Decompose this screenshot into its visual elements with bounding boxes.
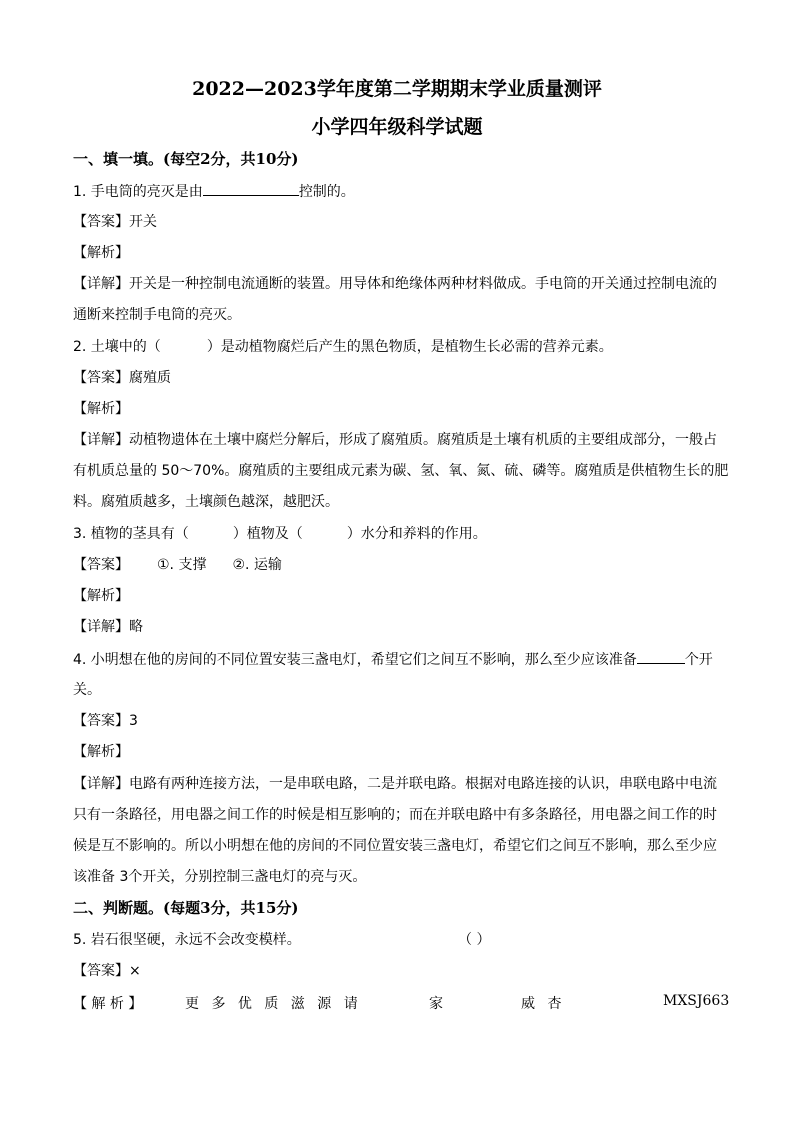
answer-3-a: ①. 支撑 [157,557,207,573]
footer-char-1: 家 [429,996,443,1012]
question-3-text-end: ）水分和养料的作用。 [346,526,487,542]
footer-char-2: 威 杏 [521,996,566,1012]
detail-3: 【详解】略 [73,619,143,635]
question-4 [73,649,713,670]
page-title: 2022—2023学年度第二学期期末学业质量测评 [192,78,602,100]
analysis-4: 【解析】 [73,744,129,760]
question-5: 5. 岩石很坚硬，永远不会改变模样。 [73,932,301,948]
answer-paren: （ ） [458,932,491,948]
detail-2-line-1: 【详解】动植物遗体在土壤中腐烂分解后，形成了腐殖质。腐殖质是土壤有机质的主要组成部分，一般占 [73,432,717,448]
page-subtitle: 小学四年级科学试题 [311,116,483,138]
section-heading-fill: 一、填一填。(每空2分，共10分) [73,150,299,168]
question-1-text: 1. 手电筒的亮灭是由 [73,184,203,200]
question-3 [73,524,487,544]
answer-blank [203,181,299,196]
answer-2: 【答案】腐殖质 [73,370,171,386]
question-4-text-end: 个开 [684,652,713,668]
question-2-text: 2. 土壤中的（ [73,339,161,355]
section-heading-judge: 二、判断题。(每题3分，共15分) [73,899,299,917]
answer-3-b: ②. 运输 [232,557,282,573]
question-4-line-2: 关。 [73,682,101,698]
answer-3 [73,555,282,575]
detail-4-line-3: 候是互不影响的。所以小明想在他的房间的不同位置安装三盏电灯，希望它们之间互不影响，那么至少应 [73,838,717,854]
detail-1-line-1: 【详解】开关是一种控制电流通断的装置。用导体和绝缘体两种材料做成。手电筒的开关通过控制电流的 [73,276,717,292]
footer-text: 更 多 优 质 滋 源 请 [185,996,362,1012]
answer-1: 【答案】开关 [73,214,157,230]
answer-5: 【答案】× [73,963,141,979]
analysis-1: 【解析】 [73,245,129,261]
analysis-2: 【解析】 [73,401,129,417]
detail-4-line-2: 只有一条路径，用电器之间工作的时候是相互影响的；而在并联电路中有多条路径，用电器之间工作的时 [73,807,717,823]
question-2 [73,337,613,357]
answer-blank [637,649,685,664]
footer-row [73,993,730,1013]
detail-4-line-4: 该准备 3个开关，分别控制三盏电灯的亮与灭。 [73,869,367,885]
detail-1-line-2: 通断来控制手电筒的亮灭。 [73,307,241,323]
footer-code: MXSJ663 [663,993,730,1009]
detail-2-line-3: 料。腐殖质越多，土壤颜色越深，越肥沃。 [73,494,339,510]
question-1 [73,181,355,202]
answer-4: 【答案】3 [73,713,138,729]
answer-label: 【答案】 [73,557,129,573]
detail-2-line-2: 有机质总量的 50～70%。腐殖质的主要组成元素为碳、氢、氧、氮、硫、磷等。腐殖质是供植物生长的肥 [73,463,729,479]
footer-analysis: 【 解 析 】 [73,996,143,1012]
question-4-text: 4. 小明想在他的房间的不同位置安装三盏电灯，希望它们之间互不影响，那么至少应该准备 [73,652,637,668]
question-3-text-mid: ）植物及（ [232,526,303,542]
analysis-3: 【解析】 [73,588,129,604]
detail-4-line-1: 【详解】电路有两种连接方法，一是串联电路，二是并联电路。根据对电路连接的认识，串联电路中电流 [73,776,717,792]
question-1-text-end: 控制的。 [298,184,355,200]
question-2-text-end: ）是动植物腐烂后产生的黑色物质，是植物生长必需的营养元素。 [206,339,613,355]
question-3-text: 3. 植物的茎具有（ [73,526,189,542]
